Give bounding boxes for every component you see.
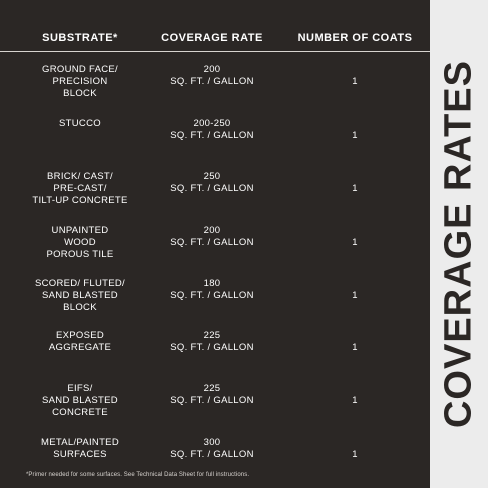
row-6-coverage: 225 SQ. FT. / GALLON [170,330,254,353]
header-divider [0,51,430,52]
row-1-coats: 1 [352,76,358,87]
row-8-coats: 1 [352,449,358,460]
side-title: COVERAGE RATES [437,59,480,429]
row-3-substrate: BRICK/ CAST/ PRE-CAST/ TILT-UP CONCRETE [32,171,128,206]
row-1-substrate: GROUND FACE/ PRECISION BLOCK [42,64,118,99]
row-4-coverage: 200 SQ. FT. / GALLON [170,225,254,248]
row-7-substrate: EIFS/ SAND BLASTED CONCRETE [42,383,118,418]
row-7-coats: 1 [352,395,358,406]
row-7-coverage: 225 SQ. FT. / GALLON [170,383,254,406]
row-6-coats: 1 [352,342,358,353]
header-substrate: SUBSTRATE* [42,32,118,44]
row-5-coats: 1 [352,290,358,301]
row-1-coverage: 200 SQ. FT. / GALLON [170,64,254,87]
row-4-coats: 1 [352,237,358,248]
row-3-coverage: 250 SQ. FT. / GALLON [170,171,254,194]
row-8-substrate: METAL/PAINTED SURFACES [41,437,119,460]
row-2-coats: 1 [352,130,358,141]
row-4-substrate: UNPAINTED WOOD POROUS TILE [46,225,114,260]
row-3-coats: 1 [352,183,358,194]
row-6-substrate: EXPOSED AGGREGATE [48,330,112,353]
row-5-substrate: SCORED/ FLUTED/ SAND BLASTED BLOCK [34,278,125,313]
header-number-of-coats: NUMBER OF COATS [297,32,413,44]
row-2-substrate: STUCCO [59,118,101,129]
row-2-coverage: 200-250 SQ. FT. / GALLON [170,118,254,141]
row-8-coverage: 300 SQ. FT. / GALLON [170,437,254,460]
header-coverage-rate: COVERAGE RATE [161,32,263,44]
row-5-coverage: 180 SQ. FT. / GALLON [170,278,254,301]
footnote: *Primer needed for some surfaces. See Technical Data Sheet for full instructions. [26,472,250,478]
